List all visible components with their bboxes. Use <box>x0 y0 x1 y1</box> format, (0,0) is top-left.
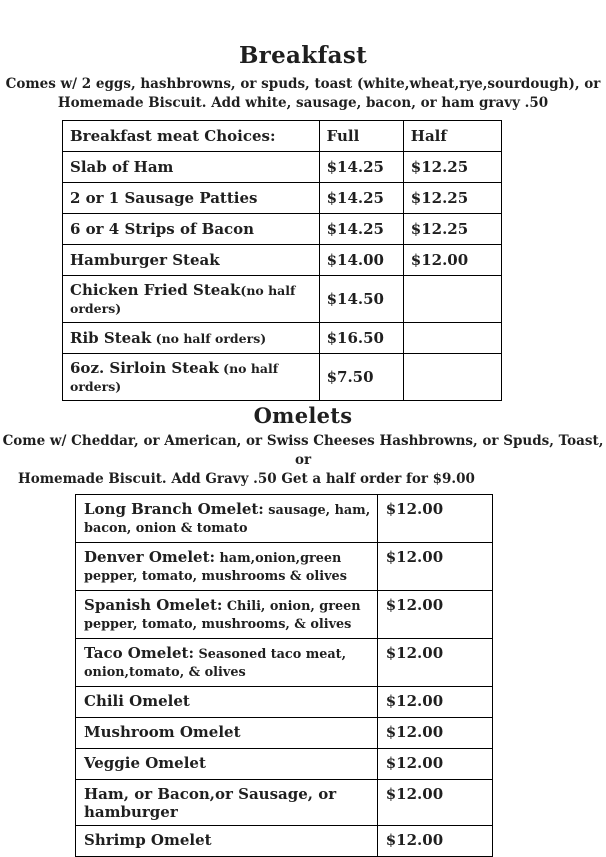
full-price-cell: $14.25 <box>319 183 403 214</box>
item-name: 6 or 4 Strips of Bacon <box>70 220 255 238</box>
omelets-title: Omelets <box>253 403 353 428</box>
item-name: Rib Steak <box>70 329 152 347</box>
breakfast-subtitle-line1: Comes w/ 2 eggs, hashbrowns, or spuds, toast (white,wheat,rye,sourdough), or <box>5 76 601 92</box>
price-cell: $12.00 <box>377 639 492 687</box>
breakfast-header-full: Full <box>319 121 403 152</box>
item-name: Ham, or Bacon,or Sausage, or hamburger <box>84 785 337 821</box>
price-cell: $12.00 <box>377 591 492 639</box>
full-price-cell: $14.00 <box>319 245 403 276</box>
item-cell <box>63 214 320 245</box>
full-price-cell: $14.25 <box>319 214 403 245</box>
table-row <box>63 214 502 245</box>
item-cell <box>76 495 378 543</box>
item-cell <box>76 543 378 591</box>
item-note: (no half orders) <box>70 283 296 316</box>
item-cell <box>76 826 378 857</box>
breakfast-table <box>62 120 502 401</box>
omelets-section <box>0 403 606 857</box>
table-row <box>63 245 502 276</box>
price-cell: $12.00 <box>377 826 492 857</box>
table-row <box>76 639 493 687</box>
breakfast-header-item: Breakfast meat Choices: <box>63 121 320 152</box>
item-cell <box>76 687 378 718</box>
table-row <box>76 718 493 749</box>
item-cell <box>63 152 320 183</box>
half-price-cell: $12.25 <box>403 183 501 214</box>
item-cell <box>76 591 378 639</box>
table-row <box>76 495 493 543</box>
price-cell: $12.00 <box>377 495 492 543</box>
item-note: (no half orders) <box>70 361 279 394</box>
price-cell: $12.00 <box>377 780 492 826</box>
item-cell <box>63 323 320 354</box>
half-price-cell: $12.00 <box>403 245 501 276</box>
price-cell: $12.00 <box>377 543 492 591</box>
half-price-cell: $12.25 <box>403 152 501 183</box>
breakfast-header-half: Half <box>403 121 501 152</box>
omelets-subtitle <box>0 432 606 489</box>
item-name: Denver Omelet: <box>84 548 216 566</box>
item-cell <box>76 718 378 749</box>
item-name: Taco Omelet: <box>84 644 194 662</box>
table-row <box>63 354 502 401</box>
item-name: Mushroom Omelet <box>84 723 241 741</box>
table-row <box>76 749 493 780</box>
table-row <box>63 183 502 214</box>
full-price-cell: $14.50 <box>319 276 403 323</box>
table-row <box>63 152 502 183</box>
item-desc: ham,onion,green pepper, tomato, mushrooms & olives <box>84 551 347 584</box>
breakfast-header-row <box>63 121 502 152</box>
item-cell <box>76 639 378 687</box>
item-desc: Seasoned taco meat, onion,tomato, & olives <box>84 647 347 680</box>
half-price-cell: $12.25 <box>403 214 501 245</box>
item-cell <box>63 354 320 401</box>
item-name: Slab of Ham <box>70 158 174 176</box>
breakfast-subtitle <box>0 75 606 113</box>
breakfast-section <box>0 42 606 401</box>
half-price-cell <box>403 323 501 354</box>
item-cell <box>63 276 320 323</box>
half-price-cell <box>403 354 501 401</box>
item-name: Spanish Omelet: <box>84 596 223 614</box>
table-row <box>76 780 493 826</box>
full-price-cell: $16.50 <box>319 323 403 354</box>
full-price-cell: $14.25 <box>319 152 403 183</box>
item-name: Chili Omelet <box>84 692 190 710</box>
item-cell <box>76 780 378 826</box>
item-name: Chicken Fried Steak <box>70 281 241 299</box>
table-row <box>76 543 493 591</box>
table-row <box>63 323 502 354</box>
item-name: Shrimp Omelet <box>84 831 212 849</box>
item-cell <box>76 749 378 780</box>
full-price-cell: $7.50 <box>319 354 403 401</box>
price-cell: $12.00 <box>377 718 492 749</box>
item-name: 6oz. Sirloin Steak <box>70 359 219 377</box>
table-row <box>76 591 493 639</box>
item-desc: sausage, ham, bacon, onion & tomato <box>84 503 371 536</box>
omelets-table <box>75 494 493 857</box>
price-cell: $12.00 <box>377 749 492 780</box>
item-name: Veggie Omelet <box>84 754 206 772</box>
omelets-subtitle-line1: Come w/ Cheddar, or American, or Swiss Cheeses Hashbrowns, or Spuds, Toast, or <box>2 433 604 468</box>
item-name: 2 or 1 Sausage Patties <box>70 189 258 207</box>
item-note: (no half orders) <box>151 331 267 346</box>
item-cell <box>63 183 320 214</box>
item-name: Hamburger Steak <box>70 251 220 269</box>
omelets-subtitle-line2: Homemade Biscuit. Add Gravy .50 Get a half order for $9.00 <box>18 471 475 487</box>
half-price-cell <box>403 276 501 323</box>
price-cell: $12.00 <box>377 687 492 718</box>
breakfast-title: Breakfast <box>238 42 368 69</box>
table-row <box>76 687 493 718</box>
item-desc: Chili, onion, green pepper, tomato, mushrooms, & olives <box>84 599 361 632</box>
item-cell <box>63 245 320 276</box>
table-row <box>63 276 502 323</box>
item-name: Long Branch Omelet: <box>84 500 264 518</box>
table-row <box>76 826 493 857</box>
breakfast-subtitle-line2: Homemade Biscuit. Add white, sausage, bacon, or ham gravy .50 <box>57 95 549 111</box>
